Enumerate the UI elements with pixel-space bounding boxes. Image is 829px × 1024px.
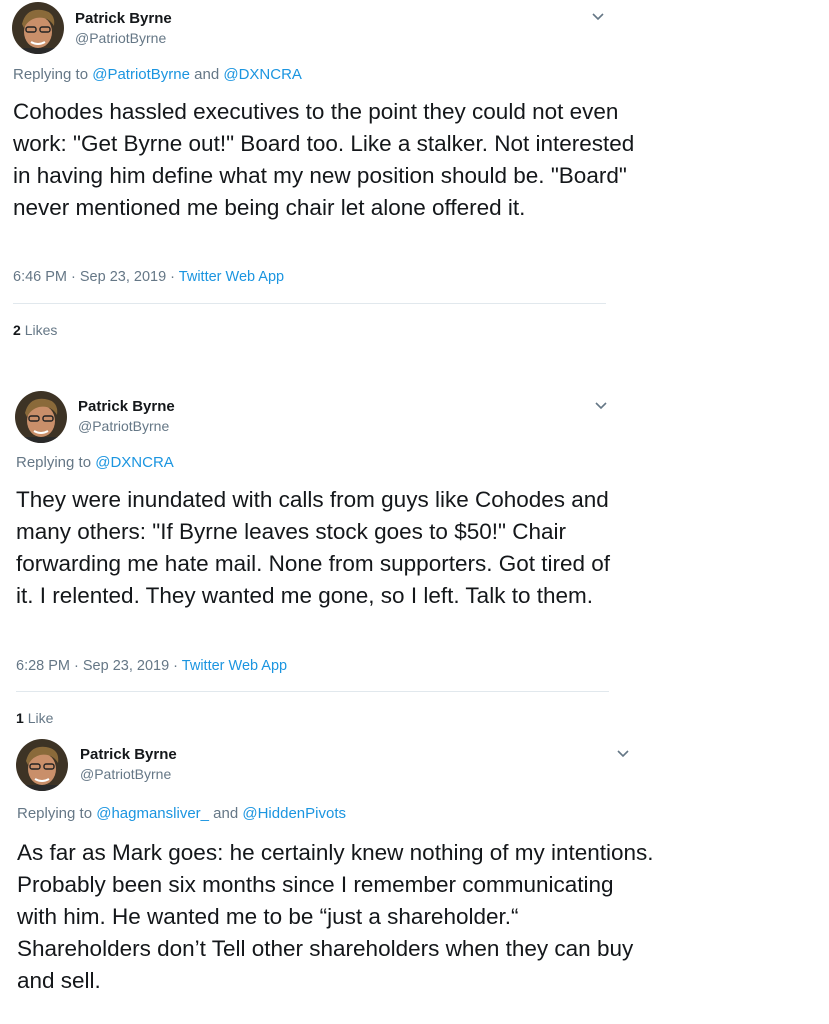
profile-photo-icon bbox=[15, 391, 67, 443]
divider bbox=[16, 691, 609, 692]
timestamp[interactable]: 6:28 PM · Sep 23, 2019 · bbox=[16, 658, 179, 674]
tweet-1[interactable] bbox=[0, 0, 829, 350]
chevron-down-icon[interactable] bbox=[615, 745, 631, 761]
mention-joiner: and bbox=[194, 66, 220, 83]
tweet-2[interactable] bbox=[0, 385, 829, 730]
likes-number: 1 bbox=[16, 710, 24, 726]
chevron-down-icon[interactable] bbox=[593, 397, 609, 413]
avatar[interactable] bbox=[16, 739, 68, 791]
source-link[interactable]: Twitter Web App bbox=[178, 269, 285, 285]
timestamp[interactable]: 6:46 PM · Sep 23, 2019 · bbox=[13, 269, 176, 285]
replying-to bbox=[13, 66, 302, 83]
source-link[interactable]: Twitter Web App bbox=[181, 658, 288, 674]
mention-link[interactable]: @hagmansliver_ bbox=[96, 805, 209, 822]
tweet-text: Cohodes hassled executives to the point they could not even work: "Get Byrne out!" Board too. Like a stalker. Not interested in having him define what my new position should be. "Board" never mentioned me being chair let alone offered it. bbox=[13, 99, 635, 220]
tweet-meta bbox=[16, 658, 287, 674]
replying-label: Replying to bbox=[16, 454, 92, 471]
tweet-text: As far as Mark goes: he certainly knew nothing of my intentions. Probably been six months since I remember communicating with him. He wanted me to be “just a shareholder.“ Shareholders don’t Tell other shareholders when they can buy and sell. bbox=[17, 840, 654, 993]
likes-label: Like bbox=[27, 710, 54, 726]
profile-photo-icon bbox=[12, 2, 64, 54]
replying-label: Replying to bbox=[17, 805, 93, 822]
mention-link[interactable]: @PatriotByrne bbox=[92, 66, 190, 83]
author-name[interactable]: Patrick Byrne bbox=[75, 10, 172, 27]
likes-count[interactable] bbox=[13, 322, 57, 338]
likes-number: 2 bbox=[13, 322, 21, 338]
author-name[interactable]: Patrick Byrne bbox=[78, 398, 175, 415]
avatar[interactable] bbox=[15, 391, 67, 443]
profile-photo-icon bbox=[16, 739, 68, 791]
likes-count[interactable] bbox=[16, 710, 53, 726]
tweet-text: They were inundated with calls from guys like Cohodes and many others: "If Byrne leaves stock goes to $50!" Chair forwarding me hate mail. None from supporters. Got tired of it. I relented. They wanted me gone, so I left. Talk to them. bbox=[16, 487, 611, 608]
replying-to bbox=[17, 805, 346, 822]
divider bbox=[13, 303, 606, 304]
author-handle[interactable]: @PatriotByrne bbox=[80, 766, 172, 782]
tweet-meta bbox=[13, 269, 284, 285]
replying-to bbox=[16, 454, 174, 471]
tweet-3[interactable] bbox=[0, 735, 829, 1024]
replying-label: Replying to bbox=[13, 66, 89, 83]
mention-link[interactable]: @HiddenPivots bbox=[242, 805, 346, 822]
likes-label: Likes bbox=[24, 322, 58, 338]
avatar[interactable] bbox=[12, 2, 64, 54]
author-handle[interactable]: @PatriotByrne bbox=[78, 418, 170, 434]
mention-joiner: and bbox=[213, 805, 239, 822]
chevron-down-icon[interactable] bbox=[590, 8, 606, 24]
author-handle[interactable]: @PatriotByrne bbox=[75, 30, 167, 46]
author-name[interactable]: Patrick Byrne bbox=[80, 746, 177, 763]
mention-link[interactable]: @DXNCRA bbox=[95, 454, 174, 471]
mention-link[interactable]: @DXNCRA bbox=[223, 66, 302, 83]
